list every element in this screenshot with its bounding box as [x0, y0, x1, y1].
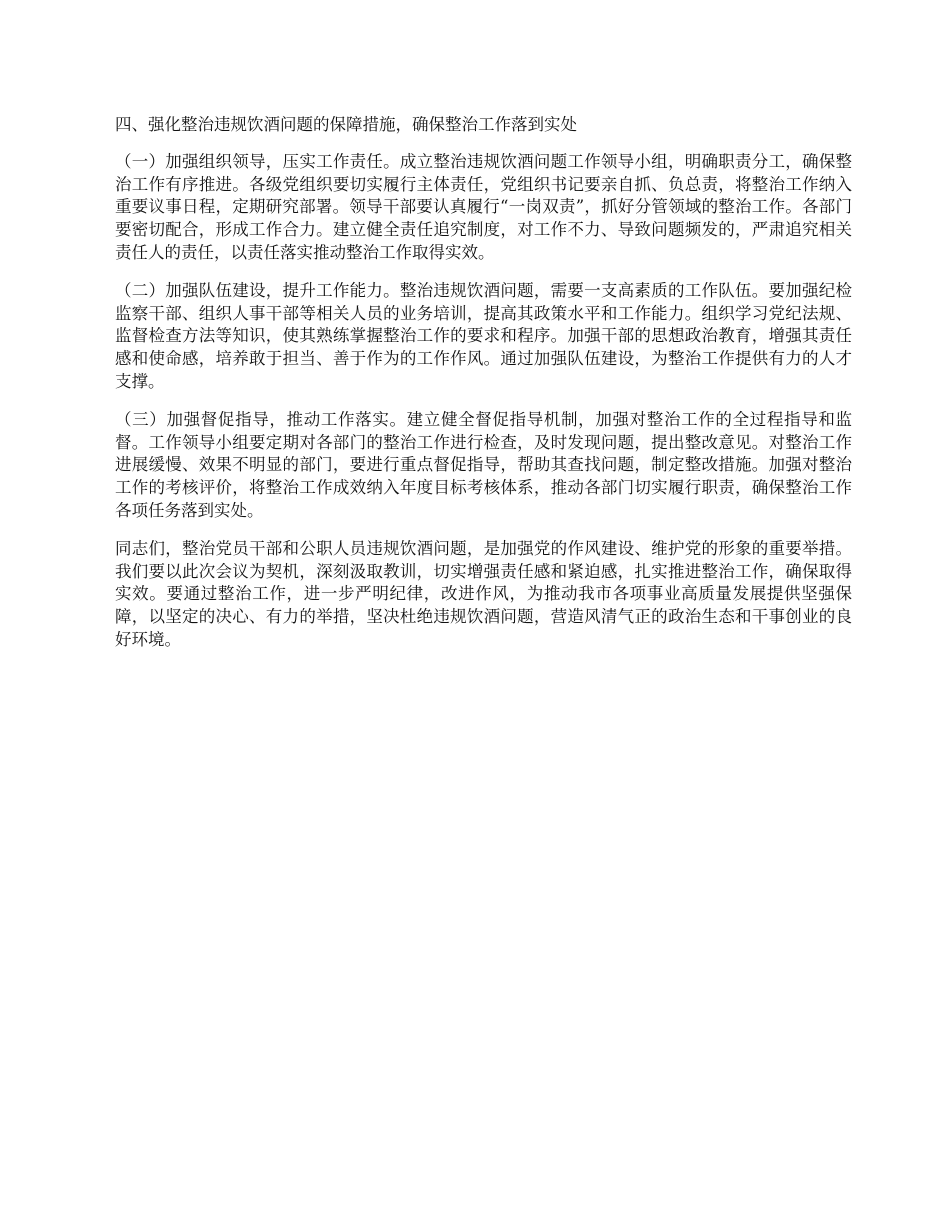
document-page	[115, 114, 852, 667]
paragraph-closing-remarks: 同志们，整治党员干部和公职人员违规饮酒问题，是加强党的作风建设、维护党的形象的重要举措。我们要以此次会议为契机，深刻汲取教训，切实增强责任感和紧迫感，扎实推进整治工作，确保取得实效。要通过整治工作，进一步严明纪律，改进作风，为推动我市各项事业高质量发展提供坚强保障，以坚定的决心、有力的举措，坚决杜绝违规饮酒问题，营造风清气正的政治生态和干事创业的良好环境。	[115, 538, 852, 649]
paragraph-organization-leadership: （一）加强组织领导，压实工作责任。成立整治违规饮酒问题工作领导小组，明确职责分工，确保整治工作有序推进。各级党组织要切实履行主体责任，党组织书记要亲自抓、负总责，将整治工作纳入重要议事日程，定期研究部署。领导干部要认真履行“一岗双责”，抓好分管领域的整治工作。各部门要密切配合，形成工作合力。建立健全责任追究制度，对工作不力、导致问题频发的，严肃追究相关责任人的责任，以责任落实推动整治工作取得实效。	[115, 151, 852, 262]
section-heading: 四、强化整治违规饮酒问题的保障措施，确保整治工作落到实处	[115, 115, 577, 134]
paragraph-team-building: （二）加强队伍建设，提升工作能力。整治违规饮酒问题，需要一支高素质的工作队伍。要加强纪检监察干部、组织人事干部等相关人员的业务培训，提高其政策水平和工作能力。组织学习党纪法规、监督检查方法等知识，使其熟练掌握整治工作的要求和程序。加强干部的思想政治教育，增强其责任感和使命感，培养敢于担当、善于作为的工作作风。通过加强队伍建设，为整治工作提供有力的人才支撑。	[115, 280, 852, 391]
paragraph-supervision-guidance: （三）加强督促指导，推动工作落实。建立健全督促指导机制，加强对整治工作的全过程指导和监督。工作领导小组要定期对各部门的整治工作进行检查，及时发现问题，提出整改意见。对整治工作进展缓慢、效果不明显的部门，要进行重点督促指导，帮助其查找问题，制定整改措施。加强对整治工作的考核评价，将整治工作成效纳入年度目标考核体系，推动各部门切实履行职责，确保整治工作各项任务落到实处。	[115, 409, 852, 520]
